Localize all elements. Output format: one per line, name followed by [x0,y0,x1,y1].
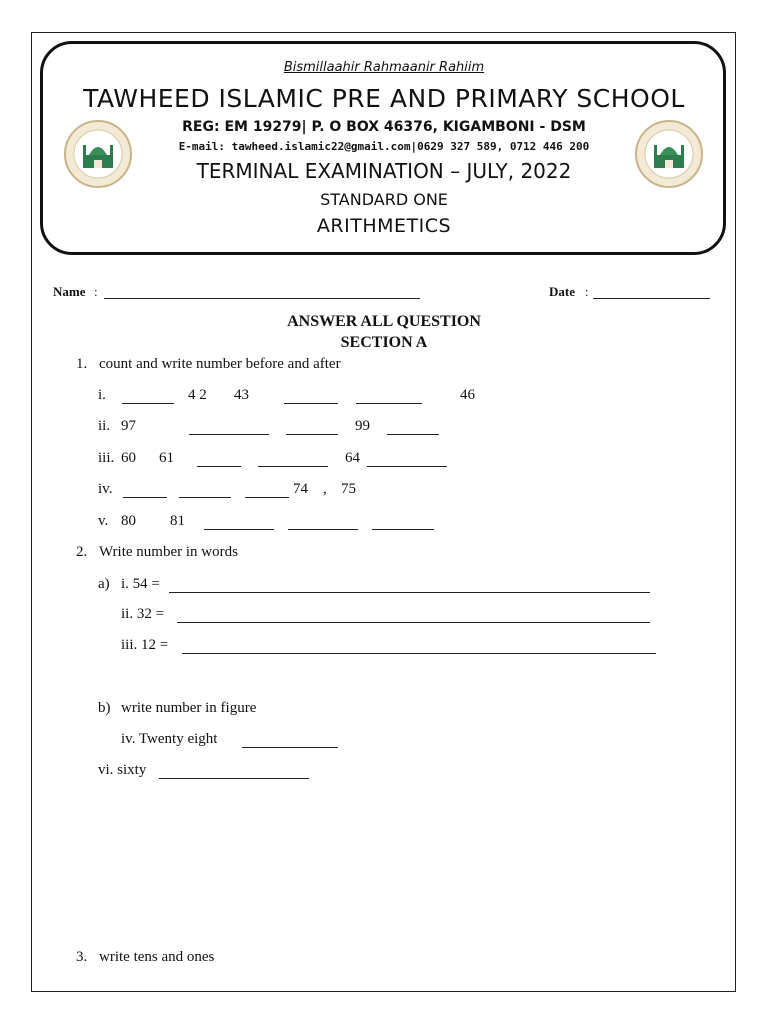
q1-row-v-blank[interactable] [372,529,434,530]
q1-row-iv-separator: , [323,481,327,497]
q2-a-item-label: iii. 12 = [121,637,169,653]
q1-row-ii-blank[interactable] [189,434,269,435]
q2-a-answer-line[interactable] [182,653,656,654]
q2-b-item-label: vi. sixty [98,762,147,778]
q2-a-item-label: i. 54 = [121,576,160,592]
registration-line: REG: EM 19279| P. O BOX 46376, KIGAMBONI - DSM [182,119,586,135]
q2-b-answer-line[interactable] [159,778,309,779]
q1-row-iii-value: 61 [159,450,174,466]
q1-row-iv-value: 75 [341,481,356,497]
date-field[interactable] [593,298,710,299]
contact-line: E-mail: tawheed.islamic22@gmail.com|0629 327 589, 0712 446 200 [178,140,590,153]
school-seal-left-icon [63,119,133,189]
standard-label: STANDARD ONE [320,190,448,209]
question-3-number: 3. [76,949,88,965]
name-field[interactable] [104,298,420,299]
q1-row-v-numeral: v. [98,513,109,529]
q1-row-v-value: 81 [170,513,185,529]
exam-title: TERMINAL EXAMINATION – JULY, 2022 [196,159,572,183]
q2-a-item-label: ii. 32 = [121,606,165,622]
q1-row-iii-blank[interactable] [258,466,328,467]
q1-row-i-blank[interactable] [284,403,338,404]
q1-row-v-blank[interactable] [204,529,274,530]
q1-row-ii-blank[interactable] [387,434,439,435]
school-name: TAWHEED ISLAMIC PRE AND PRIMARY SCHOOL [83,84,685,113]
q1-row-ii-numeral: ii. [98,418,111,434]
q1-row-i-blank[interactable] [122,403,174,404]
q2-part-b-label: b) [98,700,111,716]
q1-row-v-blank[interactable] [288,529,358,530]
q1-row-iv-numeral: iv. [98,481,113,497]
instruction-heading: ANSWER ALL QUESTION [287,313,481,330]
q1-row-iii-value: 64 [345,450,360,466]
name-separator: : [94,284,98,299]
bismillah-line: Bismillaahir Rahmaanir Rahiim [283,60,485,75]
q1-row-i-value: 46 [460,387,475,403]
q1-row-iv-blank[interactable] [179,497,231,498]
q1-row-i-value: 4 2 [188,387,207,403]
q1-row-iv-blank[interactable] [245,497,289,498]
date-label: Date [549,284,575,299]
q2-a-answer-line[interactable] [169,592,650,593]
question-2-number: 2. [76,544,88,560]
question-1-number: 1. [76,356,88,372]
date-separator: : [585,284,589,299]
question-3-prompt: write tens and ones [99,949,215,965]
q1-row-iii-numeral: iii. [98,450,115,466]
q2-part-a-label: a) [98,576,110,592]
section-heading: SECTION A [340,334,428,351]
subject-title: ARITHMETICS [316,215,452,237]
q1-row-ii-value: 97 [121,418,136,434]
name-label: Name [53,284,86,299]
q1-row-ii-value: 99 [355,418,370,434]
q1-row-i-blank[interactable] [356,403,422,404]
q1-row-i-value: 43 [234,387,249,403]
q1-row-iii-blank[interactable] [367,466,447,467]
q1-row-i-numeral: i. [98,387,106,403]
question-1-prompt: count and write number before and after [99,356,341,372]
q2-part-b-prompt: write number in figure [121,700,257,716]
q1-row-iii-value: 60 [121,450,136,466]
q1-row-iv-blank[interactable] [123,497,167,498]
q1-row-v-value: 80 [121,513,136,529]
q2-b-answer-line[interactable] [242,747,338,748]
q2-a-answer-line[interactable] [177,622,650,623]
q1-row-iii-blank[interactable] [197,466,241,467]
q1-row-iv-value: 74 [293,481,308,497]
q1-row-ii-blank[interactable] [286,434,338,435]
question-2-prompt: Write number in words [99,544,238,560]
q2-b-item-label: iv. Twenty eight [121,731,218,747]
school-seal-right-icon [634,119,704,189]
